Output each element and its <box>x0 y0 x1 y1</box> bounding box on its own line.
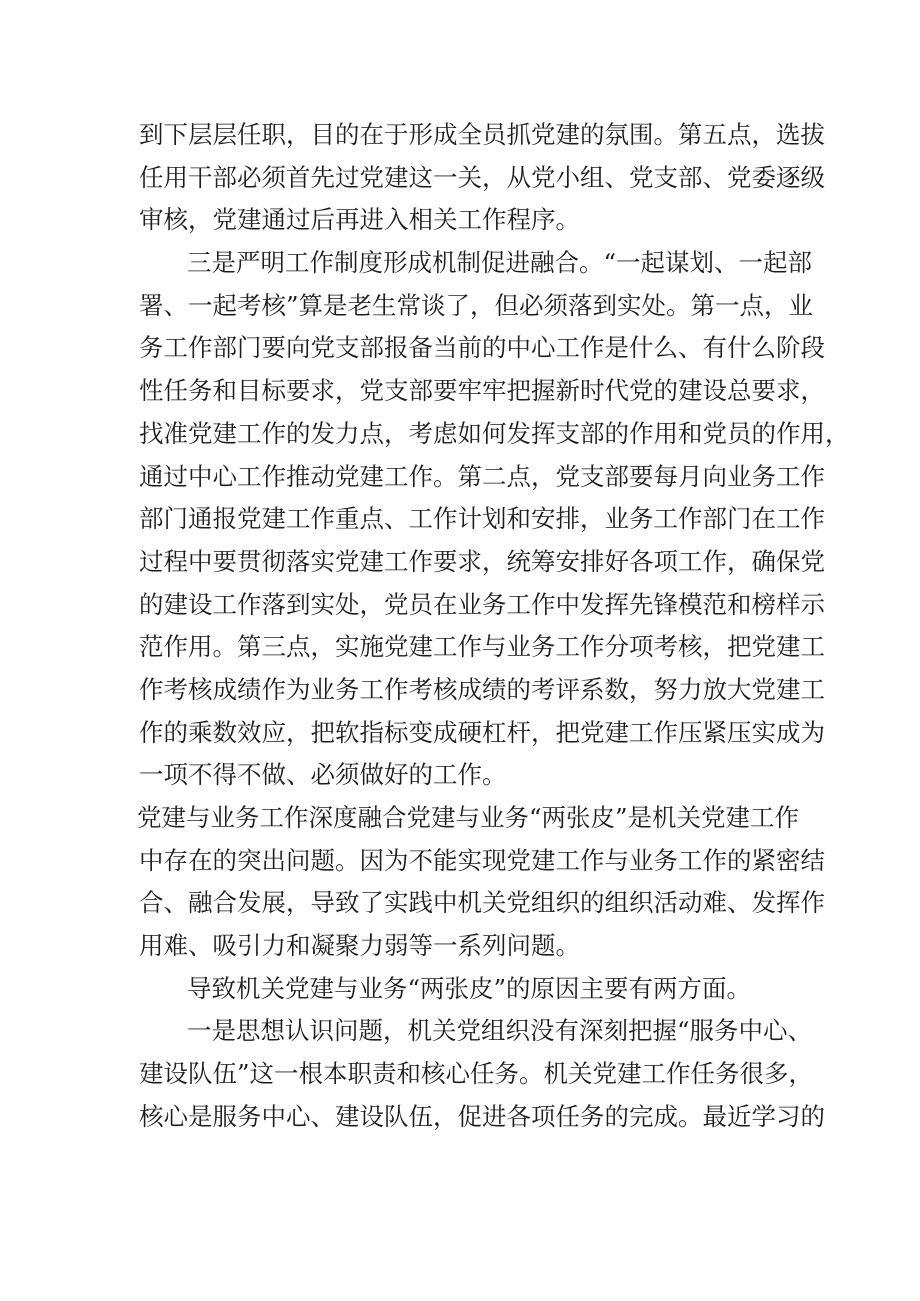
text-line: 核心是服务中心、建设队伍，促进各项任务的完成。最近学习的 <box>139 1101 825 1131</box>
text-line: 建设队伍”这一根本职责和核心任务。机关党建工作任务很多， <box>139 1059 814 1089</box>
text-line: 任用干部必须首先过党建这一关，从党小组、党支部、党委逐级 <box>139 162 825 192</box>
text-line: 的建设工作落到实处，党员在业务工作中发挥先锋模范和榜样示 <box>139 589 825 619</box>
text-line: 一是思想认识问题，机关党组织没有深刻把握“服务中心、 <box>187 1016 813 1046</box>
text-line: 用难、吸引力和凝聚力弱等一系列问题。 <box>139 931 580 961</box>
text-line: 通过中心工作推动党建工作。第二点，党支部要每月向业务工作 <box>139 461 825 491</box>
text-line: 范作用。第三点，实施党建工作与业务工作分项考核，把党建工 <box>139 632 825 662</box>
text-line: 作考核成绩作为业务工作考核成绩的考评系数，努力放大党建工 <box>139 674 825 704</box>
text-line: 到下层层任职，目的在于形成全员抓党建的氛围。第五点，选拔 <box>139 120 825 149</box>
text-line: 找准党建工作的发力点，考虑如何发挥支部的作用和党员的作用， <box>139 418 850 448</box>
text-line: 审核，党建通过后再进入相关工作程序。 <box>139 205 580 235</box>
text-line: 党建与业务工作深度融合党建与业务“两张皮”是机关党建工作 <box>137 803 800 832</box>
text-line: 过程中要贯彻落实党建工作要求，统筹安排好各项工作，确保党 <box>139 546 825 576</box>
text-line: 部门通报党建工作重点、工作计划和安排，业务工作部门在工作 <box>139 504 825 534</box>
text-line: 署、一起考核”算是老生常谈了，但必须落到实处。第一点，业 <box>139 290 814 320</box>
text-line: 中存在的突出问题。因为不能实现党建工作与业务工作的紧密结 <box>139 845 825 875</box>
body-text <box>137 114 850 1139</box>
text-line: 合、融合发展，导致了实践中机关党组织的组织活动难、发挥作 <box>139 888 825 918</box>
text-line: 作的乘数效应，把软指标变成硬杠杆，把党建工作压紧压实成为 <box>139 717 825 747</box>
text-line: 性任务和目标要求，党支部要牢牢把握新时代党的建设总要求， <box>139 376 825 406</box>
text-line: 一项不得不做、必须做好的工作。 <box>139 760 507 790</box>
text-line: 导致机关党建与业务“两张皮”的原因主要有两方面。 <box>187 973 752 1003</box>
text-line: 务工作部门要向党支部报备当前的中心工作是什么、有什么阶段 <box>139 333 825 363</box>
text-line: 三是严明工作制度形成机制促进融合。“一起谋划、一起部 <box>187 248 813 278</box>
